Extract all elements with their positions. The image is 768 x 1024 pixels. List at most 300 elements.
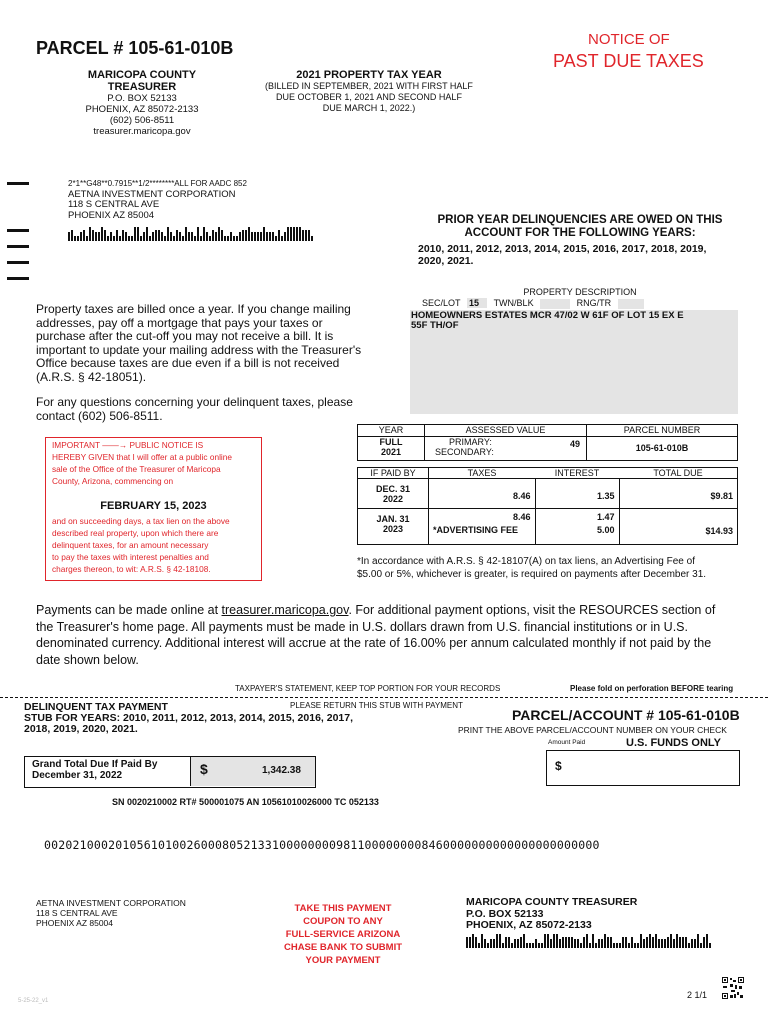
col-if-paid: IF PAID BY (358, 468, 429, 479)
notice-line: and on succeeding days, a tax lien on the above (52, 516, 230, 526)
barcode-bar (520, 937, 522, 948)
barcode-bar (281, 236, 283, 241)
barcode-bar (595, 943, 597, 948)
advertising-fee-note (357, 555, 747, 581)
year-cell (358, 437, 425, 461)
fine-line: $5.00 or 5%, whichever is greater, is required on payments after December 31. (357, 569, 707, 580)
info-line: For any questions concerning your delinquent taxes, please (36, 395, 353, 409)
margin-mark (7, 261, 29, 264)
barcode-bar (119, 236, 121, 241)
interest-jan (535, 509, 619, 545)
barcode-bar (535, 939, 537, 948)
barcode-bar (98, 232, 100, 241)
barcode-bar (239, 232, 241, 241)
margin-mark (7, 182, 29, 185)
barcode-bar (149, 236, 151, 241)
notice-line: County, Arizona, commencing on (52, 476, 174, 486)
info-line: purchase after the cut-off you may not receive a bill. It is (36, 329, 334, 343)
treasurer-name-2: TREASURER (107, 81, 177, 93)
return-name: AETNA INVESTMENT CORPORATION (36, 898, 186, 908)
us-funds-label: U.S. FUNDS ONLY (626, 737, 721, 749)
barcode-bar (475, 937, 477, 948)
notice-line: IMPORTANT ——→ PUBLIC NOTICE IS (52, 440, 204, 450)
barcode-bar (532, 943, 534, 948)
pay-text: the Treasurer's home page. All payments must be made in U.S. dollars drawn from U.S. financial institutions or in U.S. (36, 619, 688, 634)
barcode-bar (227, 236, 229, 241)
mail-street: 118 S CENTRAL AVE (68, 199, 160, 210)
year-value: 2021 (380, 447, 402, 457)
stub-heading-line: DELINQUENT TAX PAYMENT (24, 701, 168, 713)
barcode-bar (83, 230, 85, 241)
barcode-bar (290, 227, 292, 241)
barcode-bar (68, 232, 70, 241)
barcode-bar (209, 236, 211, 241)
sec-value: 15 (467, 298, 487, 308)
chase-bank-instruction (278, 902, 408, 967)
barcode-bar (110, 232, 112, 241)
barcode-bar (158, 230, 160, 241)
barcode-bar (598, 939, 600, 948)
barcode-bar (469, 937, 471, 948)
remit-box: P.O. BOX 52133 (466, 907, 544, 920)
barcode-bar (302, 230, 304, 241)
remit-postal-barcode (466, 934, 711, 948)
remit-name: MARICOPA COUNTY TREASURER (466, 896, 638, 908)
barcode-bar (496, 934, 498, 948)
amount-paid-field[interactable] (546, 750, 740, 786)
barcode-bar (553, 934, 555, 948)
barcode-bar (293, 227, 295, 241)
col-taxes: TAXES (429, 468, 536, 479)
barcode-bar (526, 943, 528, 948)
fold-instruction: Please fold on perforation BEFORE tearing (570, 684, 734, 693)
barcode-bar (568, 937, 570, 948)
barcode-bar (679, 937, 681, 948)
taxes-jan-value: 8.46 (512, 512, 531, 522)
notice-line: to pay the taxes with interest penalties and (52, 552, 209, 562)
date-line: 2022 (382, 494, 404, 504)
barcode-bar (709, 943, 711, 948)
notice-line: charges thereon, to wit: A.R.S. § 42-18108. (52, 564, 211, 574)
advertising-fee-label: *ADVERTISING FEE (433, 525, 519, 535)
barcode-bar (538, 943, 540, 948)
barcode-bar (613, 943, 615, 948)
info-line: Property taxes are billed once a year. If you change mailing (36, 302, 351, 316)
barcode-bar (673, 939, 675, 948)
sale-date: FEBRUARY 15, 2023 (100, 500, 207, 512)
barcode-bar (263, 227, 265, 241)
barcode-bar (146, 227, 148, 241)
barcode-bar (691, 939, 693, 948)
date-line: 2023 (382, 524, 404, 534)
take-line: YOUR PAYMENT (305, 955, 381, 966)
barcode-bar (697, 934, 699, 948)
barcode-bar (143, 232, 145, 241)
barcode-bar (305, 230, 307, 241)
barcode-bar (173, 236, 175, 241)
barcode-bar (140, 236, 142, 241)
info-line: addresses, pay off a mortgage that pays your taxes or (36, 315, 323, 330)
barcode-bar (80, 232, 82, 241)
assessment-table (357, 424, 738, 461)
barcode-bar (511, 943, 513, 948)
amount-paid-label: Amount Paid (548, 739, 586, 746)
barcode-bar (200, 236, 202, 241)
payment-options-paragraph (36, 602, 756, 668)
margin-mark (7, 277, 29, 280)
barcode-bar (86, 236, 88, 241)
tax-year-line: DUE OCTOBER 1, 2021 AND SECOND HALF (276, 92, 462, 102)
year-full: FULL (379, 437, 403, 447)
barcode-bar (101, 227, 103, 241)
barcode-bar (487, 943, 489, 948)
barcode-bar (601, 939, 603, 948)
interest-jan-value: 1.47 (596, 512, 615, 522)
barcode-bar (562, 937, 564, 948)
treasurer-box: P.O. BOX 52133 (107, 93, 177, 104)
barcode-bar (230, 232, 232, 241)
col-parcel: PARCEL NUMBER (587, 425, 738, 437)
barcode-bar (170, 232, 172, 241)
barcode-bar (125, 232, 127, 241)
barcode-bar (466, 937, 468, 948)
barcode-bar (604, 934, 606, 948)
treasurer-name-1: MARICOPA COUNTY (87, 69, 197, 81)
return-city: PHOENIX AZ 85004 (36, 918, 114, 928)
col-interest: INTEREST (535, 468, 619, 479)
barcode-bar (541, 943, 543, 948)
barcode-bar (257, 232, 259, 241)
barcode-bar (284, 232, 286, 241)
barcode-bar (206, 232, 208, 241)
barcode-bar (559, 939, 561, 948)
barcode-bar (640, 934, 642, 948)
barcode-bar (667, 937, 669, 948)
barcode-bar (311, 236, 313, 241)
pay-text: Payments can be made online at (36, 603, 222, 617)
property-description-heading: PROPERTY DESCRIPTION (523, 287, 637, 297)
contact-paragraph (36, 396, 376, 423)
col-total: TOTAL DUE (619, 468, 738, 479)
barcode-bar (191, 232, 193, 241)
barcode-bar (236, 236, 238, 241)
taxes-jan (429, 509, 536, 545)
barcode-bar (565, 937, 567, 948)
barcode-bar (113, 236, 115, 241)
treasurer-website-link[interactable]: treasurer.maricopa.gov (221, 603, 349, 617)
barcode-bar (703, 937, 705, 948)
barcode-bar (134, 227, 136, 241)
desc-line-2: 55F TH/OF (411, 320, 459, 331)
barcode-bar (637, 943, 639, 948)
barcode-bar (203, 227, 205, 241)
return-stub-note: PLEASE RETURN THIS STUB WITH PAYMENT (290, 701, 463, 710)
barcode-bar (628, 943, 630, 948)
fine-line: *In accordance with A.R.S. § 42-18107(A) on tax liens, an Advertising Fee of (357, 556, 695, 567)
barcode-bar (619, 943, 621, 948)
barcode-bar (580, 943, 582, 948)
notice-line: described real property, upon which there are (52, 528, 219, 538)
barcode-bar (224, 236, 226, 241)
pay-text: date shown below. (36, 652, 139, 667)
barcode-bar (706, 934, 708, 948)
tax-year-line: DUE MARCH 1, 2022.) (322, 103, 416, 113)
barcode-bar (574, 939, 576, 948)
prior-heading-1: PRIOR YEAR DELINQUENCIES ARE OWED ON THIS (437, 214, 723, 226)
amount-paid-dollar-sign: $ (555, 759, 562, 773)
barcode-bar (104, 230, 106, 241)
barcode-bar (176, 230, 178, 241)
barcode-bar (505, 937, 507, 948)
barcode-bar (610, 937, 612, 948)
dollar-sign: $ (200, 761, 208, 777)
rng-value (618, 299, 644, 309)
barcode-bar (254, 232, 256, 241)
stub-heading (24, 702, 394, 735)
barcode-bar (676, 934, 678, 948)
rng-label: RNG/TR (576, 298, 612, 308)
barcode-bar (131, 236, 133, 241)
barcode-bar (215, 232, 217, 241)
mail-name: AETNA INVESTMENT CORPORATION (68, 188, 236, 200)
remit-city: PHOENIX, AZ 85072-2133 (466, 919, 592, 931)
return-street: 118 S CENTRAL AVE (36, 908, 118, 918)
barcode-bar (188, 232, 190, 241)
notice-line: HEREBY GIVEN that I will offer at a public online (52, 452, 233, 462)
barcode-bar (287, 227, 289, 241)
barcode-bar (472, 934, 474, 948)
notice-label: NOTICE OF (588, 31, 670, 48)
barcode-bar (275, 236, 277, 241)
barcode-bar (248, 227, 250, 241)
barcode-bar (266, 232, 268, 241)
barcode-bar (269, 232, 271, 241)
parcel-number: 105-61-010B (587, 437, 738, 461)
barcode-bar (547, 934, 549, 948)
barcode-bar (92, 230, 94, 241)
margin-mark (7, 229, 29, 232)
qr-code-icon (722, 977, 744, 999)
mail-code: 2*1**G48**0.7915**1/2********ALL FOR AADC 852 (68, 179, 247, 188)
barcode-bar (152, 232, 154, 241)
barcode-bar (221, 230, 223, 241)
barcode-bar (122, 230, 124, 241)
perforation-line (0, 697, 768, 698)
barcode-bar (128, 236, 130, 241)
grand-label-line: Grand Total Due If Paid By (32, 759, 158, 770)
barcode-bar (95, 232, 97, 241)
barcode-bar (77, 236, 79, 241)
barcode-bar (655, 934, 657, 948)
scan-line: SN 0020210002 RT# 500001075 AN 10561010026000 TC 052133 (112, 797, 379, 807)
date-line: JAN. 31 (376, 514, 410, 524)
mailing-address (68, 179, 247, 221)
treasurer-address (78, 69, 206, 137)
treasurer-phone: (602) 506-8511 (109, 115, 175, 126)
page-number: 2 1/1 (687, 990, 708, 1000)
info-line: contact (602) 506-8511. (36, 408, 163, 423)
barcode-bar (652, 937, 654, 948)
grand-total-amount: 1,342.38 (262, 765, 301, 776)
barcode-bar (242, 230, 244, 241)
ocr-scanline: 002021000201056101002600080521331000000009811000000008460000000000000000000000 (44, 838, 600, 852)
date-line: DEC. 31 (375, 484, 410, 494)
barcode-bar (260, 232, 262, 241)
barcode-bar (212, 230, 214, 241)
barcode-bar (179, 232, 181, 241)
barcode-bar (670, 934, 672, 948)
barcode-bar (233, 236, 235, 241)
pay-text: denominated currency. Additional interest will accrue at the rate of 16.00% per annum calculated monthly if not paid by the (36, 636, 712, 650)
date-jan (358, 509, 429, 545)
barcode-bar (634, 943, 636, 948)
parcel-title: PARCEL # 105-61-010B (36, 38, 234, 58)
prior-years (418, 243, 758, 267)
margin-mark (7, 245, 29, 248)
total-jan: $14.93 (619, 509, 738, 545)
return-address (36, 898, 186, 928)
barcode-bar (592, 934, 594, 948)
take-line: COUPON TO ANY (303, 916, 383, 927)
barcode-bar (164, 236, 166, 241)
barcode-bar (182, 236, 184, 241)
stub-heading-line: STUB FOR YEARS: 2010, 2011, 2012, 2013, 2014, 2015, 2016, 2017, (24, 712, 354, 724)
twn-label: TWN/BLK (493, 298, 534, 308)
barcode-bar (71, 230, 73, 241)
barcode-bar (245, 230, 247, 241)
mail-city: PHOENIX AZ 85004 (68, 209, 155, 221)
total-dec: $9.81 (619, 479, 738, 509)
barcode-bar (272, 232, 274, 241)
barcode-bar (137, 227, 139, 241)
barcode-bar (658, 939, 660, 948)
tax-year-line: (BILLED IN SEPTEMBER, 2021 WITH FIRST HALF (265, 81, 473, 91)
barcode-bar (484, 939, 486, 948)
pay-text: . For additional payment options, visit the RESOURCES section of (348, 603, 716, 617)
barcode-bar (74, 236, 76, 241)
notice-line: delinquent taxes, for an amount necessary (52, 540, 209, 550)
barcode-bar (544, 934, 546, 948)
grand-label-line: December 31, 2022 (32, 770, 123, 781)
secondary-label: SECONDARY: (435, 447, 494, 457)
barcode-bar (194, 236, 196, 241)
barcode-bar (218, 227, 220, 241)
barcode-bar (116, 230, 118, 241)
barcode-bar (296, 227, 298, 241)
take-line: FULL-SERVICE ARIZONA (285, 929, 401, 940)
barcode-bar (299, 227, 301, 241)
desc-line-1: HOMEOWNERS ESTATES MCR 47/02 W 61F OF LOT 15 EX E (411, 310, 684, 321)
barcode-bar (571, 937, 573, 948)
billing-info-paragraph (36, 303, 376, 384)
barcode-bar (625, 937, 627, 948)
barcode-bar (499, 934, 501, 948)
barcode-bar (523, 934, 525, 948)
prior-years-1: 2010, 2011, 2012, 2013, 2014, 2015, 2016, 2017, 2018, 2019, (418, 243, 707, 255)
sec-twn-rng-row (422, 298, 648, 309)
barcode-bar (664, 939, 666, 948)
barcode-bar (478, 943, 480, 948)
barcode-bar (589, 943, 591, 948)
payment-table (357, 467, 738, 545)
barcode-bar (517, 939, 519, 948)
prior-delinquency-heading (410, 214, 750, 240)
barcode-bar (607, 937, 609, 948)
info-line: important to update your mailing address with the Treasurer's (36, 342, 362, 357)
stub-heading-line: 2018, 2019, 2020, 2021. (24, 723, 138, 735)
assessed-cell (425, 437, 587, 461)
date-dec (358, 479, 429, 509)
barcode-bar (89, 227, 91, 241)
advertising-fee-value: 5.00 (596, 525, 615, 535)
barcode-bar (649, 934, 651, 948)
info-line: Office because taxes are due even if a bill is not received (36, 356, 340, 370)
barcode-bar (514, 939, 516, 948)
barcode-bar (493, 939, 495, 948)
barcode-bar (185, 227, 187, 241)
barcode-bar (167, 227, 169, 241)
barcode-bar (631, 937, 633, 948)
public-notice-box (45, 437, 262, 581)
treasurer-web: treasurer.maricopa.gov (93, 126, 191, 137)
barcode-bar (481, 934, 483, 948)
past-due-label: PAST DUE TAXES (553, 51, 704, 71)
barcode-bar (682, 937, 684, 948)
barcode-bar (508, 937, 510, 948)
barcode-bar (586, 934, 588, 948)
barcode-bar (155, 230, 157, 241)
barcode-bar (661, 939, 663, 948)
print-account-note: PRINT THE ABOVE PARCEL/ACCOUNT NUMBER ON YOUR CHECK (458, 725, 727, 735)
barcode-bar (646, 937, 648, 948)
barcode-bar (700, 943, 702, 948)
barcode-bar (577, 939, 579, 948)
taxpayer-statement-note: TAXPAYER'S STATEMENT, KEEP TOP PORTION FOR YOUR RECORDS (235, 684, 501, 693)
barcode-bar (251, 232, 253, 241)
barcode-bar (490, 939, 492, 948)
barcode-bar (583, 937, 585, 948)
barcode-bar (685, 937, 687, 948)
tax-year-block (258, 70, 480, 114)
twn-value (540, 299, 570, 309)
barcode-bar (550, 939, 552, 948)
tax-year-heading: 2021 PROPERTY TAX YEAR (296, 69, 442, 81)
barcode-bar (107, 236, 109, 241)
barcode-bar (197, 227, 199, 241)
primary-label: PRIMARY: (449, 437, 492, 447)
prior-years-2: 2020, 2021. (418, 255, 474, 267)
barcode-bar (688, 943, 690, 948)
info-line: (A.R.S. § 42-18051). (36, 369, 147, 384)
treasurer-city: PHOENIX, AZ 85072-2133 (85, 104, 199, 115)
barcode-bar (502, 943, 504, 948)
notice-line: sale of the Office of the Treasurer of Maricopa (52, 464, 221, 474)
remit-address (466, 897, 637, 932)
grand-total-label (32, 759, 157, 781)
stub-account-number: PARCEL/ACCOUNT # 105-61-010B (512, 707, 740, 723)
barcode-bar (161, 232, 163, 241)
col-assessed: ASSESSED VALUE (425, 425, 587, 437)
form-code: 5-25-22_v1 (18, 998, 49, 1004)
barcode-bar (308, 230, 310, 241)
take-line: TAKE THIS PAYMENT (294, 903, 392, 914)
taxes-dec: 8.46 (429, 479, 536, 509)
barcode-bar (556, 934, 558, 948)
barcode-bar (643, 939, 645, 948)
barcode-bar (622, 937, 624, 948)
primary-value: 49 (569, 439, 580, 449)
barcode-bar (529, 943, 531, 948)
